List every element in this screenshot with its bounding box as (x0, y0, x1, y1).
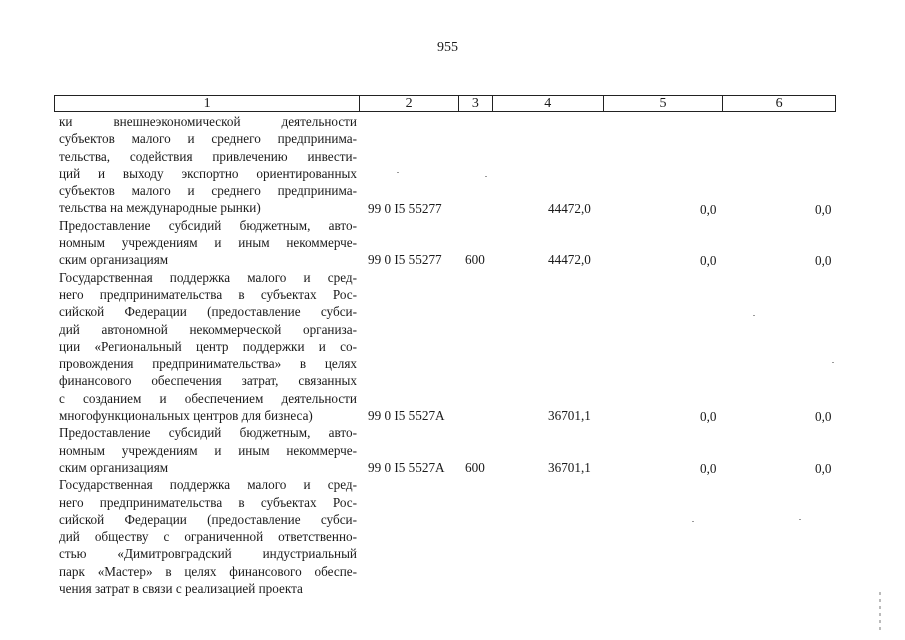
column-6-value: 0,0 (815, 461, 832, 476)
description-line: номным учреждениям и иным некоммерче- (59, 442, 357, 458)
description-line: Предоставление субсидий бюджетным, авто- (59, 217, 357, 233)
column-header-1: 1 (55, 96, 360, 111)
column-5-value: 0,0 (700, 201, 717, 217)
column-6-value: 0,0 (815, 409, 832, 425)
row-description (59, 424, 357, 476)
column-6-value: 0,0 (815, 253, 832, 269)
column-header-row (54, 95, 836, 112)
scan-speck (832, 362, 834, 363)
column-header-4: 4 (493, 96, 604, 111)
description-line: провождения предпринимательства» в целях (59, 356, 357, 372)
scan-speck (692, 521, 694, 522)
budget-code: 99 0 I5 55277 (368, 252, 442, 268)
description-line: ций и выходу экспортно ориентированных (59, 165, 357, 181)
expense-type-code: 600 (465, 460, 485, 475)
description-line: ки внешнеэкономической деятельности (59, 114, 357, 129)
column-header-5: 5 (604, 96, 724, 111)
row-description (59, 476, 357, 597)
description-line: ским организациям (59, 459, 169, 475)
description-line: финансового обеспечения затрат, связанных (59, 373, 357, 389)
description-line: дий автономной некоммерческой организа- (59, 321, 357, 337)
budget-code: 99 0 I5 5527A (368, 408, 445, 424)
description-line: сийской Федерации (предоставление субси- (59, 304, 357, 320)
description-line: ским организациям (59, 252, 169, 268)
description-line: Государственная поддержка малого и сред- (59, 269, 357, 285)
amount-value: 36701,1 (548, 460, 591, 475)
description-line: Государственная поддержка малого и сред- (59, 477, 357, 493)
amount-value: 36701,1 (548, 408, 591, 424)
description-line: него предпринимательства в субъектах Рос- (59, 494, 357, 510)
column-5-value: 0,0 (700, 253, 717, 269)
description-line: субъектов малого и среднего предпринима- (59, 183, 357, 199)
column-5-value: 0,0 (700, 409, 717, 425)
column-header-6: 6 (775, 96, 783, 111)
description-line: тельства на международные рынки) (59, 200, 261, 216)
scan-speck (485, 176, 487, 177)
description-line: стью «Димитровградский индустриальный (59, 546, 357, 562)
description-line: Предоставление субсидий бюджетным, авто- (59, 425, 357, 441)
description-line: парк «Мастер» в целях финансового обеспе- (59, 563, 357, 579)
scan-edge-marks (879, 592, 881, 632)
description-line: сийской Федерации (предоставление субси- (59, 511, 357, 527)
description-line: номным учреждениям и иным некоммерче- (59, 235, 357, 251)
description-line: многофункциональных центров для бизнеса) (59, 408, 313, 424)
row-description (59, 113, 357, 217)
page-number: 955 (437, 40, 458, 55)
amount-value: 44472,0 (548, 200, 591, 216)
row-description (59, 269, 357, 425)
column-header-3: 3 (459, 96, 493, 111)
description-line: ции «Региональный центр поддержки и со- (59, 338, 357, 354)
description-line: дий обществу с ограниченной ответственно- (59, 529, 357, 545)
row-description (59, 217, 357, 269)
description-line: субъектов малого и среднего предпринима- (59, 131, 357, 147)
description-line: с созданием и обеспечением деятельности (59, 390, 357, 406)
budget-code: 99 0 I5 5527A (368, 460, 445, 475)
expense-type-code: 600 (465, 252, 485, 268)
scan-speck (753, 315, 755, 316)
description-line: тельства, содействия привлечению инвести- (59, 148, 357, 164)
description-line: него предпринимательства в субъектах Рос- (59, 286, 357, 302)
scan-speck (799, 519, 801, 520)
column-5-value: 0,0 (700, 461, 717, 476)
amount-value: 44472,0 (548, 252, 591, 268)
budget-code: 99 0 I5 55277 (368, 200, 442, 216)
column-6-value: 0,0 (815, 201, 832, 217)
scan-speck (397, 172, 399, 173)
column-header-2: 2 (360, 96, 459, 111)
description-line: чения затрат в связи с реализацией проекта (59, 581, 303, 597)
